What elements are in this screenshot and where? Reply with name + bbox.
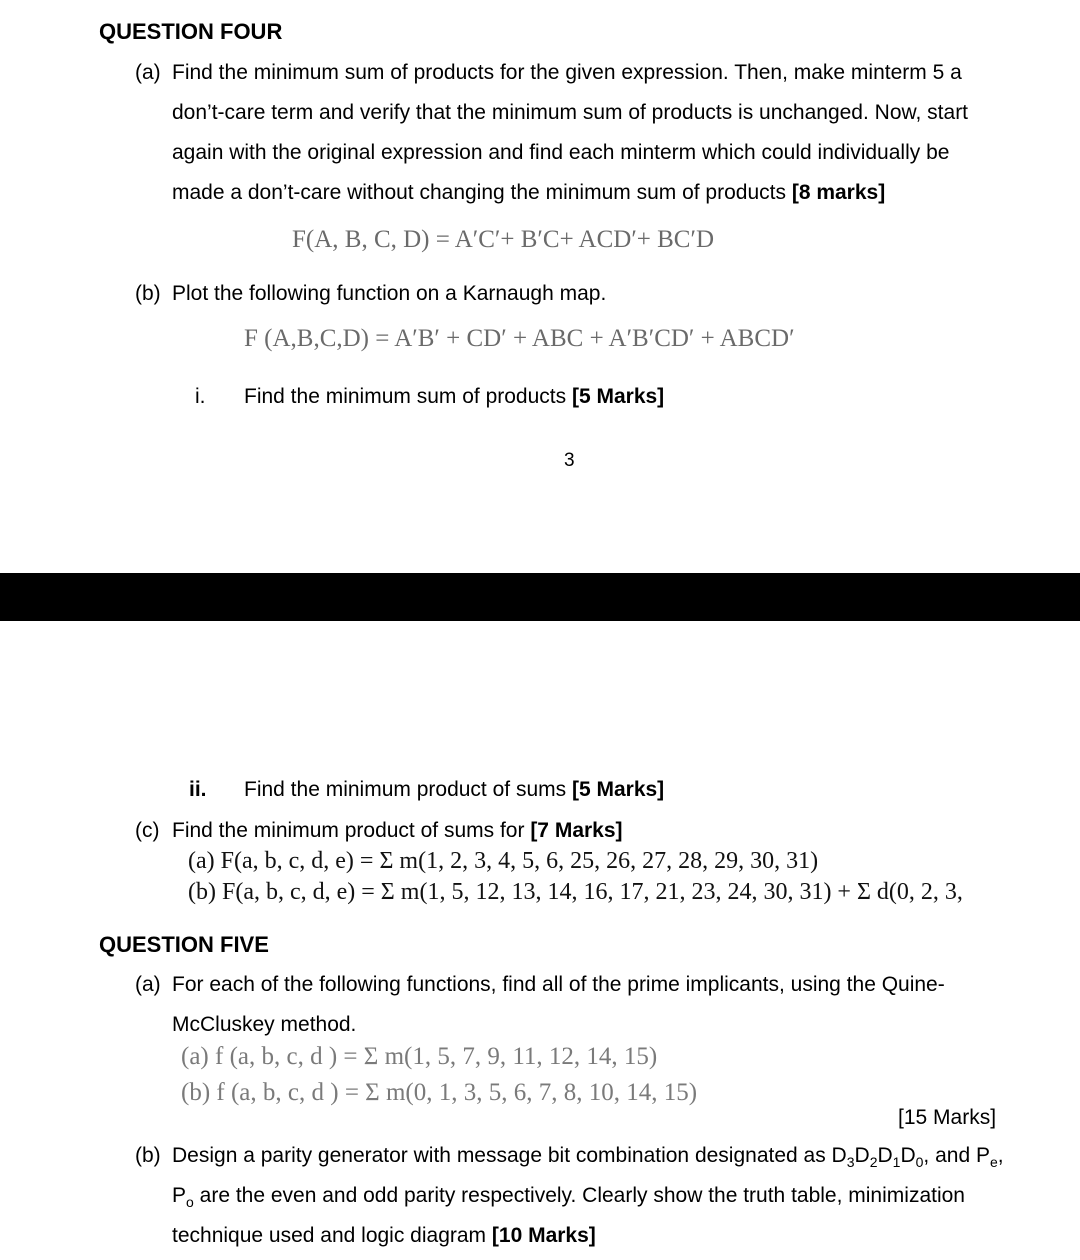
q4b-label: (b) — [135, 282, 161, 305]
d1-letter: D — [877, 1144, 893, 1167]
q5b-marks: [10 Marks] — [491, 1224, 596, 1247]
d0-letter: D — [900, 1144, 916, 1167]
q4a-line3: again with the original expression and find each minterm which could individually be — [172, 141, 950, 164]
q5b-line3 — [172, 1216, 596, 1256]
q4b-i-question: Find the minimum sum of products — [244, 385, 567, 408]
page-number: 3 — [564, 450, 575, 471]
q4c-equation-b: (b) F(a, b, c, d, e) = Σ m(1, 5, 12, 13, 14, 16, 17, 21, 23, 24, 30, 31) + Σ d(0, 2, 3, — [188, 879, 963, 905]
d2-letter: D — [854, 1144, 870, 1167]
question-five-heading: QUESTION FIVE — [99, 932, 269, 957]
q4c-marks: [7 Marks] — [530, 819, 623, 842]
and-p-text: , and P — [923, 1144, 990, 1167]
q4a-line1: Find the minimum sum of products for the given expression. Then, make minterm 5 a — [172, 61, 962, 84]
question-four-heading: QUESTION FOUR — [99, 19, 283, 44]
q4b-i-marks: [5 Marks] — [571, 385, 665, 408]
d1-subscript: 1 — [892, 1154, 901, 1171]
q4a-expression: F(A, B, C, D) = A′C′+ B′C+ ACD′+ BC′D — [292, 226, 715, 253]
q5b-line3-text: technique used and logic diagram — [172, 1224, 487, 1247]
d3-subscript: 3 — [846, 1154, 855, 1171]
q4c-text — [172, 811, 623, 851]
q4a-marks: [8 marks] — [791, 181, 886, 204]
comma-text: , — [997, 1144, 1004, 1167]
q4a-line4 — [172, 173, 885, 213]
q4c-equation-a: (a) F(a, b, c, d, e) = Σ m(1, 2, 3, 4, 5, 6, 25, 26, 27, 28, 29, 30, 31) — [188, 848, 819, 874]
q5a-equation-a: (a) f (a, b, c, d ) = Σ m(1, 5, 7, 9, 11, 12, 14, 15) — [181, 1043, 658, 1070]
q4c-label: (c) — [135, 819, 160, 842]
q5a-equation-b: (b) f (a, b, c, d ) = Σ m(0, 1, 3, 5, 6, 7, 8, 10, 14, 15) — [181, 1079, 698, 1106]
po-subscript: o — [186, 1194, 194, 1211]
q4b-ii-question: Find the minimum product of sums — [244, 778, 567, 801]
q4b-ii-marks: [5 Marks] — [571, 778, 665, 801]
q4b-expression: F (A,B,C,D) = A′B′ + CD′ + ABC + A′B′CD′ + ABCD′ — [244, 325, 795, 352]
q4a-line2: don’t-care term and verify that the minimum sum of products is unchanged. Now, start — [172, 101, 969, 124]
q4b-i-number: i. — [195, 385, 206, 408]
page-break-bar — [0, 573, 1080, 621]
q4a-label: (a) — [135, 61, 161, 84]
q5a-marks: [15 Marks] — [898, 1106, 997, 1129]
q4c-question: Find the minimum product of sums for — [172, 819, 525, 842]
q4b-ii-text — [244, 770, 664, 810]
d2-subscript: 2 — [869, 1154, 878, 1171]
q4b-i-text — [244, 377, 664, 417]
q5a-line2: McCluskey method. — [172, 1013, 357, 1036]
q4a-line4-text: made a don’t-care without changing the minimum sum of products — [172, 181, 786, 204]
d0-subscript: 0 — [915, 1154, 924, 1171]
po-letter: P — [172, 1184, 187, 1207]
q5a-line1: For each of the following functions, find all of the prime implicants, using the Quine- — [172, 973, 945, 996]
q5b-line1-text: Design a parity generator with message bit combination designated as D — [172, 1144, 847, 1167]
q4b-ii-number: ii. — [189, 778, 207, 801]
q5b-label: (b) — [135, 1144, 161, 1167]
q5a-label: (a) — [135, 973, 161, 996]
q5b-line2-text: are the even and odd parity respectively. Clearly show the truth table, minimization — [193, 1184, 965, 1207]
pe-subscript: e — [989, 1154, 998, 1171]
q4b-text: Plot the following function on a Karnaugh map. — [172, 282, 607, 305]
